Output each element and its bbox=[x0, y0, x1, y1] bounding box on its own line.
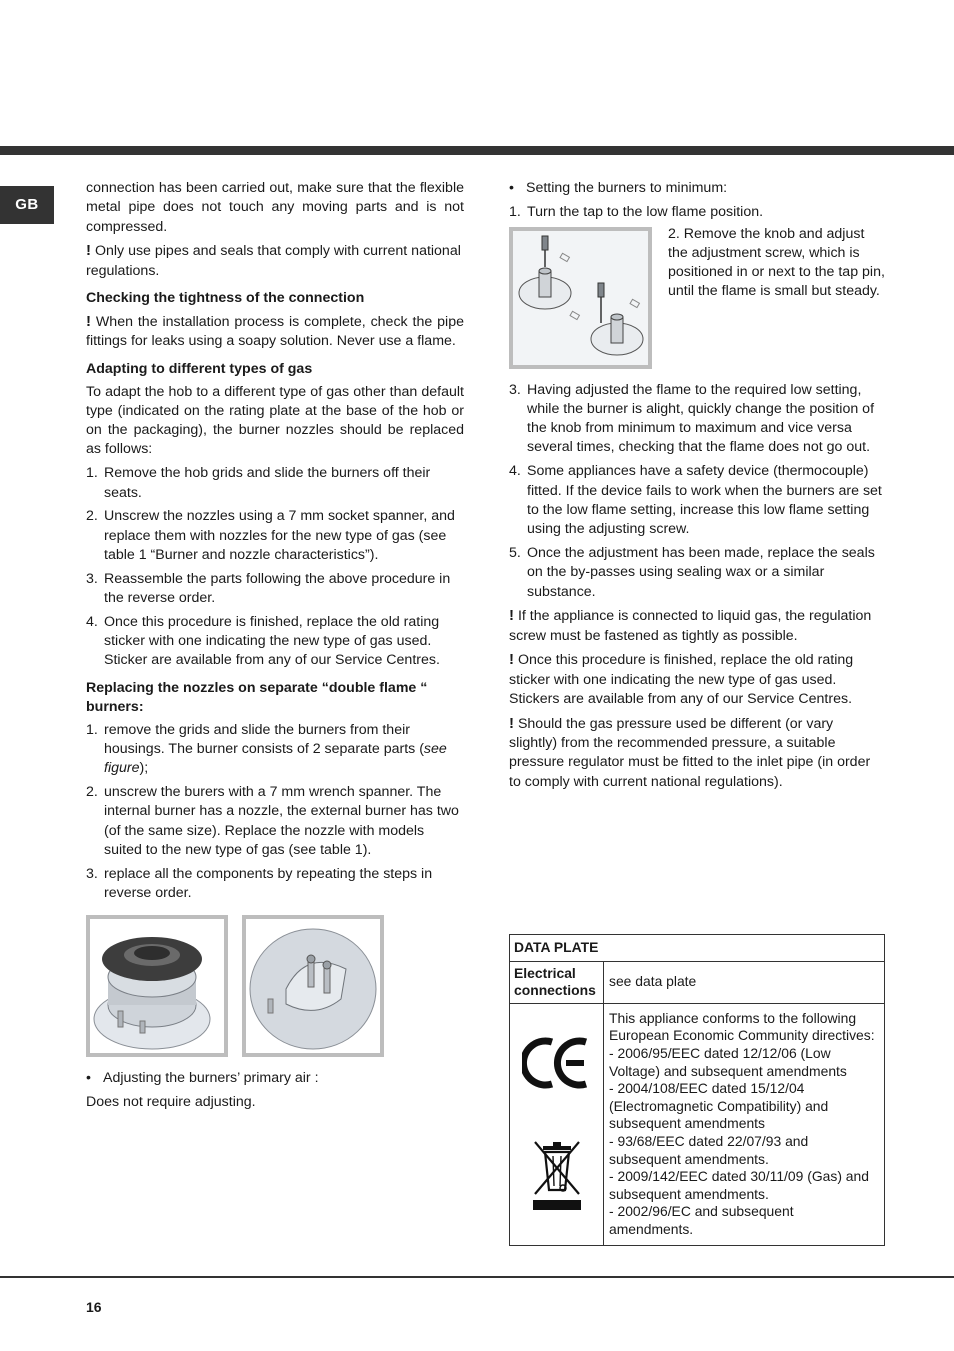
list-item: 2. unscrew the burers with a 7 mm wrench spanner. The internal burner has a nozzle, the external burner has two (of the same size). Replace the nozzle with models suited to the new type of gas (see table 1). bbox=[86, 784, 459, 859]
list-item: 3. replace all the components by repeating the steps in reverse order. bbox=[86, 865, 433, 902]
right-column bbox=[509, 179, 885, 797]
primary-air-note: Does not require adjusting. bbox=[86, 1094, 256, 1111]
step-2-text: 2. Remove the knob and adjust the adjustment screw, which is positioned in or next to the tap pin, until the flame is small but steady. bbox=[668, 225, 885, 300]
ce-mark-icon bbox=[522, 1036, 592, 1090]
table-row bbox=[510, 935, 885, 962]
footer-rule bbox=[0, 1276, 954, 1278]
electrical-value: see data plate bbox=[604, 961, 885, 1003]
warning-icon: ! bbox=[86, 242, 91, 260]
bullet-minimum: • Setting the burners to minimum: bbox=[509, 180, 728, 196]
directives-cell: This appliance conforms to the following European Economic Community directives: - 2006/95/EEC dated 12/12/06 (Low Voltage) and subsequent amendments - 2004/108/EEC dated 15/12/04 (Electromagnetic Compatibility) and subsequent amendments - 93/68/EEC dated 22/07/93 and subsequent amendments. - 2009/142/EEC dated 30/11/09 (Gas) and subsequent amendments. - 2002/96/EC and subsequent amendments. bbox=[604, 1003, 885, 1245]
minimum-steps-start bbox=[509, 203, 885, 222]
warning-icon: ! bbox=[86, 312, 91, 330]
heading-tightness: Checking the tightness of the connection bbox=[86, 289, 365, 306]
bullet-primary-air: • Adjusting the burners’ primary air : bbox=[86, 1070, 319, 1087]
adjustment-screw-image bbox=[509, 227, 652, 369]
heading-adapting: Adapting to different types of gas bbox=[86, 360, 313, 377]
table-row bbox=[510, 1003, 885, 1245]
table-row bbox=[510, 961, 885, 1003]
language-tab: GB bbox=[0, 186, 54, 224]
minimum-steps bbox=[509, 381, 885, 602]
list-item: 4. Once this procedure is finished, replace the old rating sticker with one indicating the new type of gas used. Sticker are available from any of our Service Centres. bbox=[86, 613, 440, 669]
warning-pipes: ! Only use pipes and seals that comply with current national regulations. bbox=[86, 242, 461, 279]
electrical-label: Electrical connections bbox=[510, 961, 604, 1003]
warning-sticker: ! Once this procedure is finished, replace the old rating sticker with one indicating the new type of gas used. Stickers are available from any of our Service Centres. bbox=[509, 651, 854, 708]
list-item: 4. Some appliances have a safety device (thermocouple) fitted. If the device fails to work when the burners are set to the low flame setting, increase this low flame setting using the adjusting screw. bbox=[509, 463, 882, 538]
double-flame-steps bbox=[86, 721, 464, 904]
heading-double-flame: Replacing the nozzles on separate “double flame “ burners: bbox=[86, 679, 428, 715]
list-item: 2. Unscrew the nozzles using a 7 mm socket spanner, and replace them with nozzles for the new type of gas (see table 1 “Burner and nozzle characteristics”). bbox=[86, 508, 455, 563]
flame-adjust-block bbox=[509, 227, 885, 369]
header-bar bbox=[0, 146, 954, 155]
left-column bbox=[86, 179, 464, 1117]
warning-pressure: ! Should the gas pressure used be different (or vary slightly) from the recommended pressure, a suitable pressure regulator must be fitted to the inlet pipe (in order to comply with current national regulations). bbox=[509, 714, 871, 790]
warning-icon: ! bbox=[509, 607, 514, 625]
list-item: 5. Once the adjustment has been made, replace the seals on the by-passes using sealing wax or a similar substance. bbox=[509, 544, 875, 600]
double-flame-burner-image bbox=[86, 915, 228, 1057]
data-plate-table bbox=[509, 934, 885, 1246]
adapting-steps bbox=[86, 464, 464, 670]
warning-icon: ! bbox=[509, 651, 514, 669]
list-item: 3. Having adjusted the flame to the required low setting, while the burner is alight, quickly change the position of the knob from minimum to maximum and vice versa several times, checking that the flame does not go out. bbox=[509, 381, 875, 456]
burner-base-image bbox=[242, 915, 384, 1057]
burner-figures bbox=[86, 915, 464, 1057]
data-plate-title: DATA PLATE bbox=[510, 935, 885, 962]
weee-bin-icon bbox=[529, 1136, 585, 1212]
adapting-intro: To adapt the hob to a different type of gas other than default type (indicated on the rating plate at the base of the hob or on the packaging), the burner nozzles should be replaced as follows: bbox=[86, 383, 464, 458]
page-number: 16 bbox=[86, 1299, 102, 1315]
list-item: 3. Reassemble the parts following the above procedure in the reverse order. bbox=[86, 570, 451, 607]
warning-tightness: ! When the installation process is complete, check the pipe fittings for leaks using a soapy solution. Never use a flame. bbox=[86, 312, 464, 350]
warning-liquid-gas: ! If the appliance is connected to liquid gas, the regulation screw must be fastened as tightly as possible. bbox=[509, 607, 872, 644]
list-item: 1. remove the grids and slide the burners from their housings. The burner consists of 2 separate parts (see figure); bbox=[86, 721, 447, 777]
list-item: 1. Remove the hob grids and slide the burners off their seats. bbox=[86, 465, 431, 501]
intro-paragraph: connection has been carried out, make sure that the flexible metal pipe does not touch any moving parts and is not compressed. bbox=[86, 180, 464, 235]
conformity-icons bbox=[510, 1003, 604, 1245]
warning-icon: ! bbox=[509, 714, 514, 732]
list-item: 1. Turn the tap to the low flame position. bbox=[509, 203, 764, 220]
